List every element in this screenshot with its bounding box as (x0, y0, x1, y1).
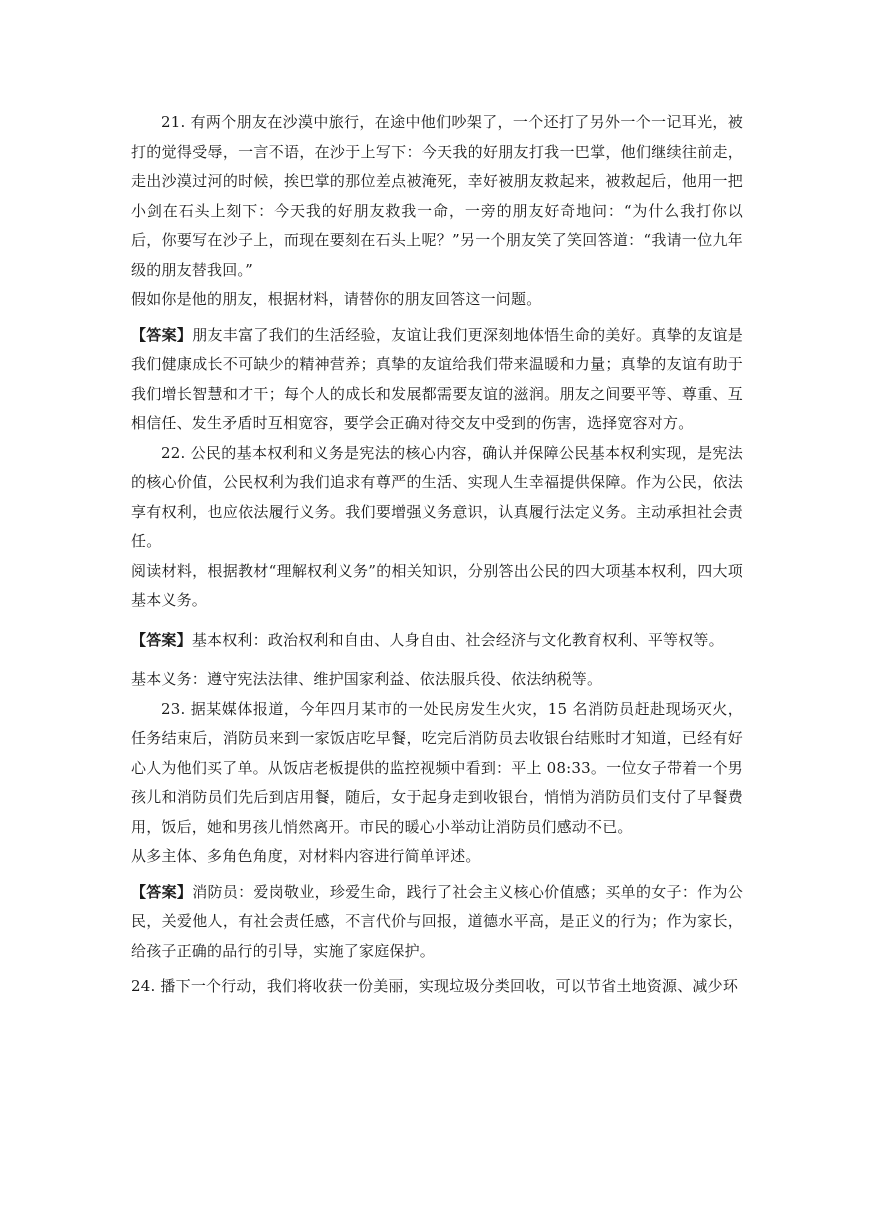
q23-question: 从多主体、多角色角度，对材料内容进行简单评述。 (131, 847, 481, 865)
q22-question: 阅读材料，根据教材“理解权利义务”的相关知识，分别答出公民的四大项基本权利，四大项基本义务。 (131, 561, 743, 609)
q22-answer-line1: 基本权利：政治权利和自由、人身自由、社会经济与文化教育权利、平等权等。 (191, 630, 724, 649)
answer-tag: 【答案】 (131, 325, 193, 344)
q21-stem: 21. 有两个朋友在沙漠中旅行，在途中他们吵架了，一个还打了另外一个一记耳光，被打的觉得受辱，一言不语，在沙于上写下：今天我的好朋友打我一巴掌，他们继续往前走，走出沙漠过河的时候，挨巴掌的那位差点被淹死，幸好被朋友救起来，被救起后，他用一把小剑在石头上刻下：今天我的好朋友救我一命，一旁的朋友好奇地问：“为什么我打你以后，你要写在沙子上，而现在要刻在石头上呢？”另一个朋友笑了笑回答道：“我请一位九年级的朋友替我回。” (131, 113, 743, 279)
q23-answer (131, 878, 743, 967)
q23-answer-text: 消防员：爱岗敬业，珍爱生命，践行了社会主义核心价值感；买单的女子：作为公民，关爱他人，有社会责任感，不言代价与回报，道德水平高，是正义的行为；作为家长，给孩子正确的品行的引导，实施了家庭保护。 (131, 882, 743, 960)
answer-tag: 【答案】 (131, 630, 192, 649)
q22-answer-line2: 基本义务：遵守宪法法律、维护国家利益、依法服兵役、依法纳税等。 (131, 670, 603, 688)
q24-stem: 24. 播下一个行动，我们将收获一份美丽，实现垃圾分类回收，可以节省土地资源、减少环 (131, 977, 739, 995)
q21-question: 假如你是他的朋友，根据材料，请替你的朋友回答这一问题。 (131, 290, 542, 308)
q23-stem: 23. 据某媒体报道，今年四月某市的一处民房发生火灾，15 名消防员赶赴现场灭火，任务结束后，消防员来到一家饭店吃早餐，吃完后消防员去收银台结账时才知道，已经有好心人为他们买了单。从饭店老板提供的监控视频中看到：平上 08:33。一位女子带着一个男孩儿和消防员们先后到店用餐，随后，女于起身走到收银台，悄悄为消防员们支付了早餐费用，饭后，她和男孩儿悄然离开。市民的暖心小举动让消防员们感动不已。 (131, 699, 743, 836)
q21-answer-text: 朋友丰富了我们的生活经验，友谊让我们更深刻地体悟生命的美好。真挚的友谊是我们健康成长不可缺少的精神营养；真挚的友谊给我们带来温暖和力量；真挚的友谊有助于我们增长智慧和才干；每个人的成长和发展都需要友谊的滋润。朋友之间要平等、尊重、互相信任、发生矛盾时互相宽容，要学会正确对待交友中受到的伤害，选择宽容对方。 (131, 325, 743, 432)
q22-stem: 22. 公民的基本权利和义务是宪法的核心内容，确认并保障公民基本权利实现，是宪法的核心价值，公民权利为我们追求有尊严的生活、实现人生幸福提供保障。作为公民，依法享有权利，也应依法履行义务。我们要增强义务意识，认真履行法定义务。主动承担社会责任。 (131, 443, 743, 550)
q22-answer (131, 626, 743, 656)
document-body (131, 108, 743, 1002)
q21-answer (131, 321, 743, 439)
answer-tag: 【答案】 (131, 882, 193, 901)
